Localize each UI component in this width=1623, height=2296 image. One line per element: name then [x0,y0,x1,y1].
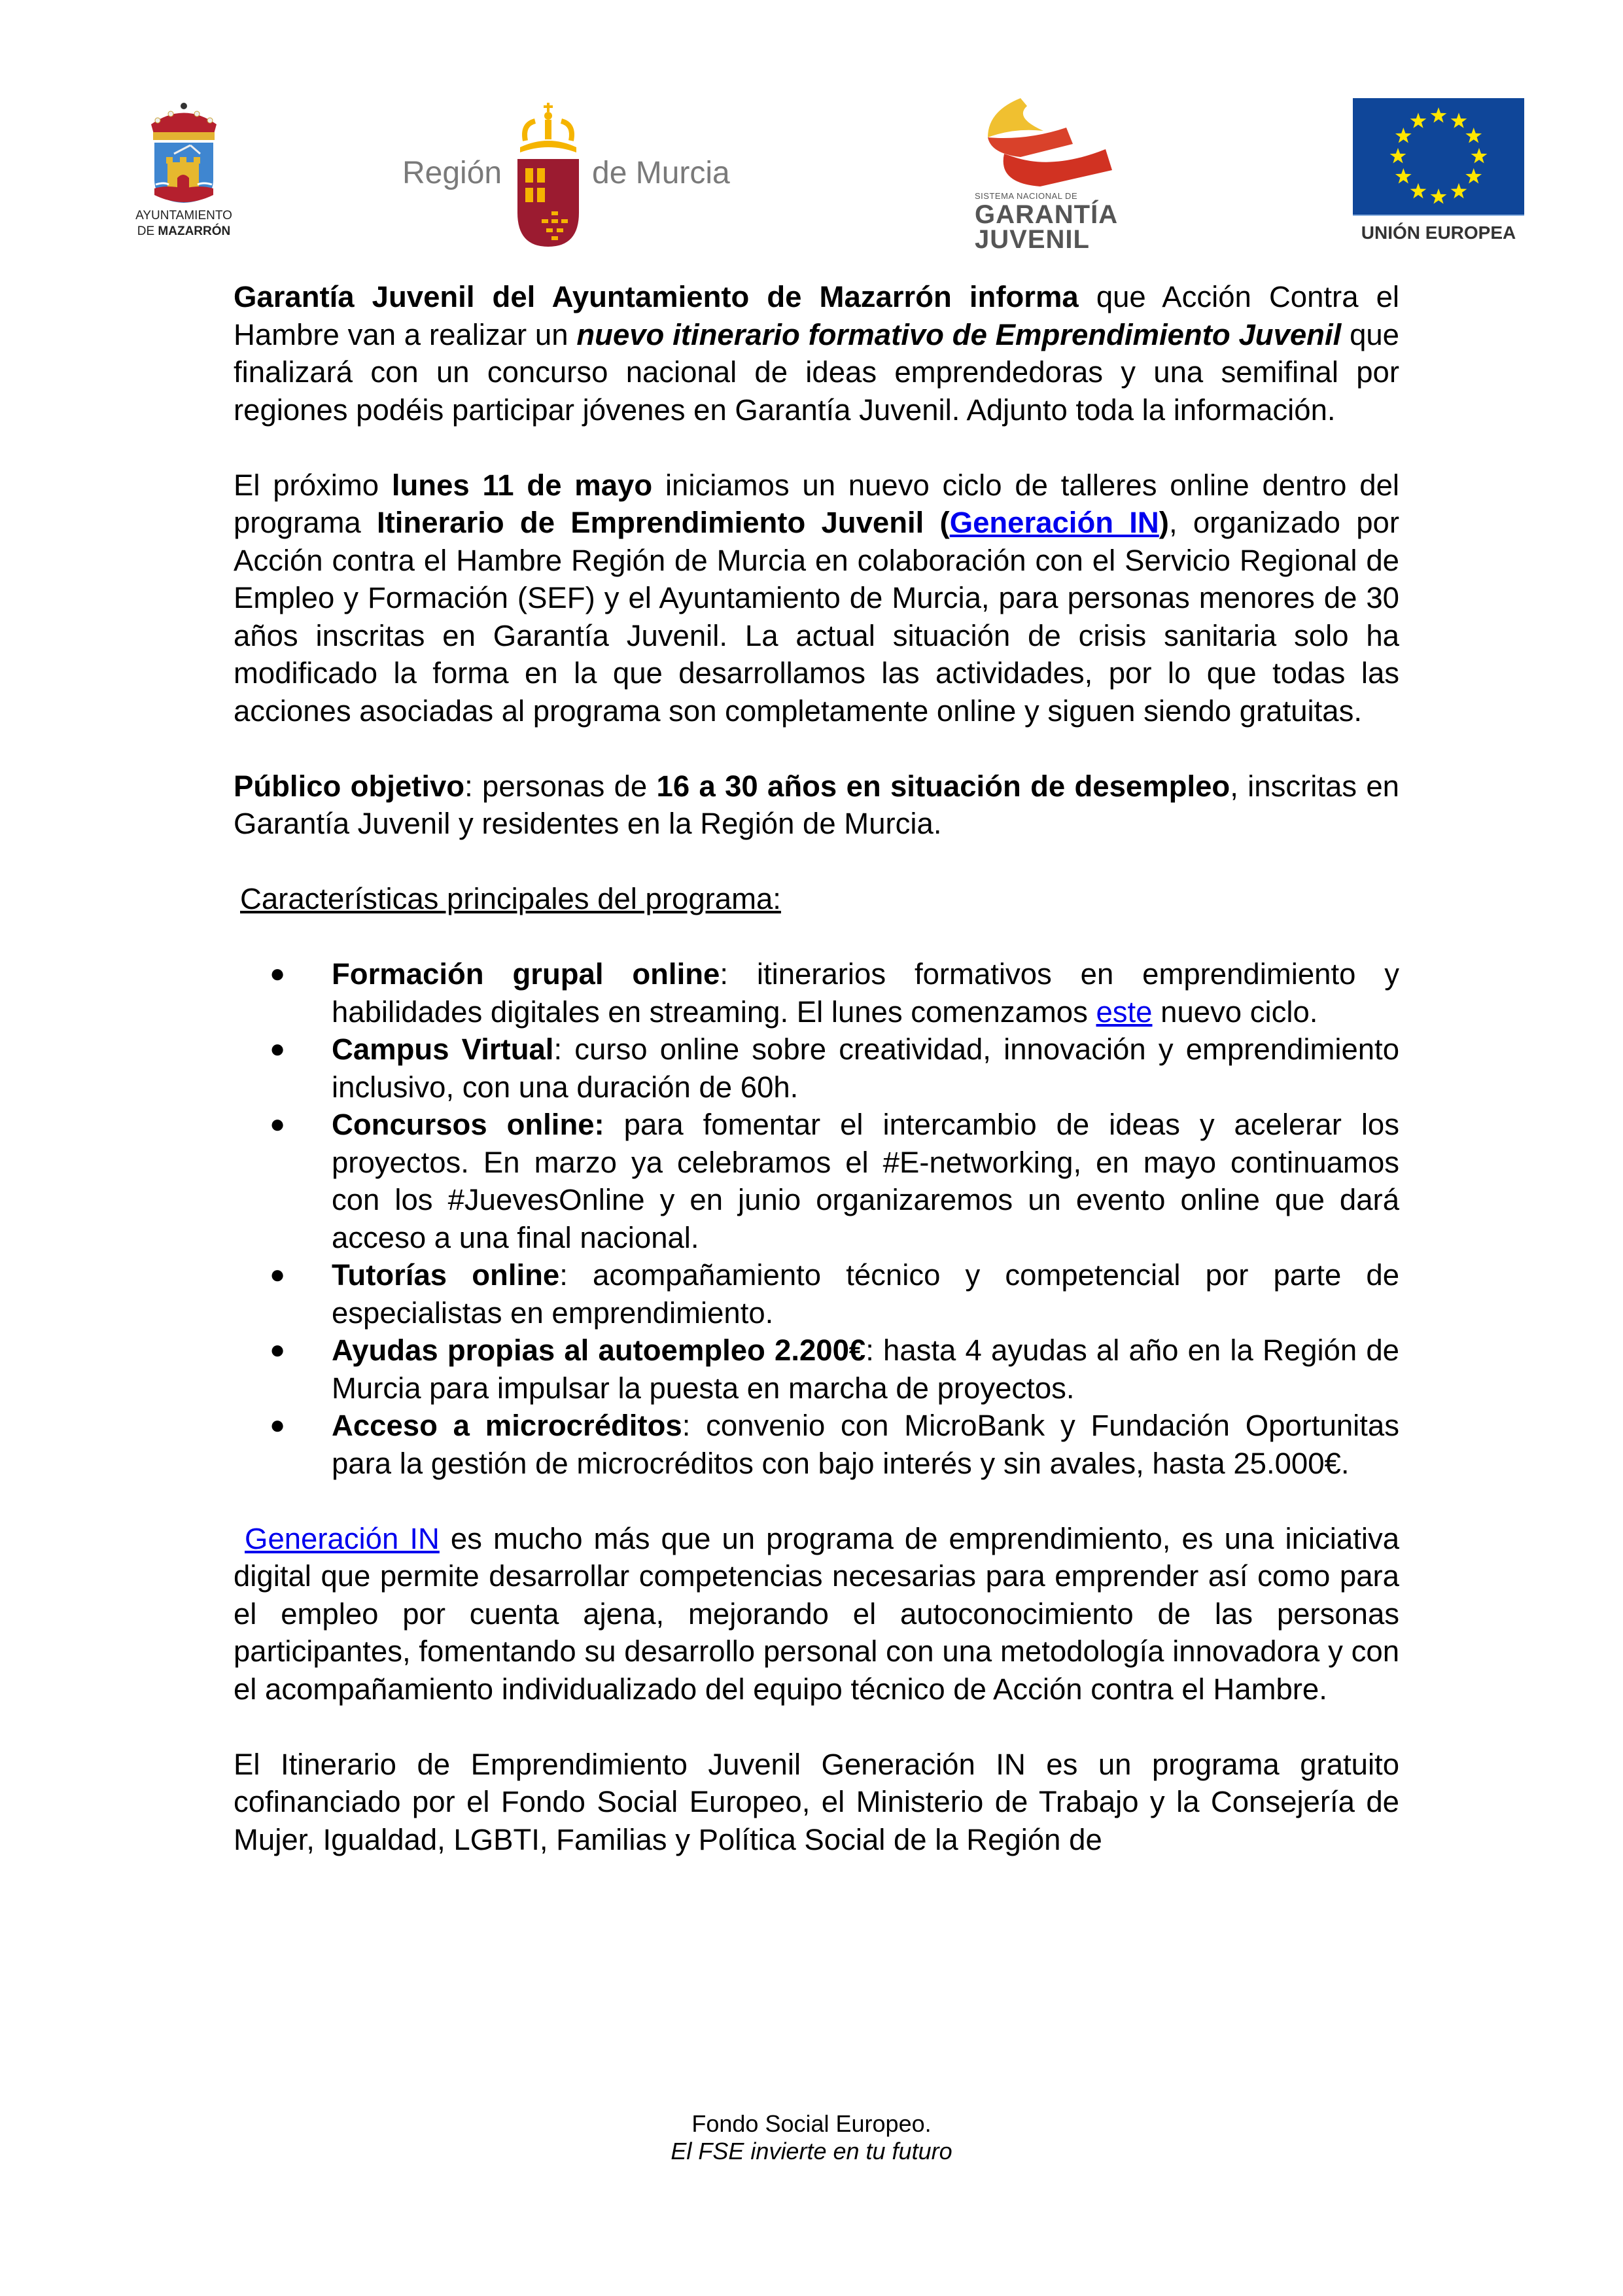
funding-paragraph [234,1746,1399,1859]
funding-text: El Itinerario de Emprendimiento Juvenil Generación IN es un programa gratuito cofinanciado por el Fondo Social Europeo, el Ministerio de Trabajo y la Consejería de Mujer, Igualdad, LGBTI, Familias y Política Social de la Región de [234,1747,1399,1856]
bullet-icon: ● [270,1034,286,1063]
feature-text: : acompañamiento técnico y competencial por parte de especialistas en emprendimiento. [332,1258,1399,1330]
mazarron-coat-of-arms-icon [128,98,239,203]
mazarron-line1: AYUNTAMIENTO [135,209,232,222]
feature-text: : itinerarios formativos en emprendimiento y habilidades digitales en streaming. El lunes comenzamos [332,957,1400,1029]
eu-star-icon [1465,168,1482,184]
document-body [234,278,1399,1858]
feature-title: Campus Virtual [332,1033,554,1066]
eu-star-icon [1451,113,1467,128]
feature-text: para fomentar el intercambio de ideas y acelerar los proyectos. En marzo ya celebramos el #E-networking, en mayo continuamos con los #JuevesOnline y en junio organizaremos un evento online que dará acceso a una final nacional. [332,1108,1399,1254]
generation-paragraph [234,1520,1399,1708]
feature-title: Ayudas propias al autoempleo 2.200€ [332,1333,866,1367]
generacion-in-link[interactable]: Generación IN [949,506,1159,539]
target-paragraph [234,768,1399,843]
announcement-date: lunes 11 de mayo [391,468,653,502]
target-age-range: 16 a 30 años en situación de desempleo [656,769,1230,803]
garantia-juvenil-ribbon-icon [975,92,1125,190]
garantia-line2: JUVENIL [975,225,1090,254]
eu-stars-icon [1353,98,1524,215]
footer-slogan: El FSE invierte en tu futuro [671,2138,952,2164]
garantia-line1: GARANTÍA [975,200,1119,229]
eu-star-icon [1395,168,1412,184]
target-text: : personas de [464,769,657,803]
eu-star-icon [1451,183,1467,199]
garantia-juvenil-logo [975,92,1125,252]
garantia-small-text: SISTEMA NACIONAL DE [975,191,1078,201]
eu-star-icon [1410,183,1427,199]
footer-line1: Fondo Social Europeo. [691,2110,932,2137]
features-list [234,955,1399,1482]
intro-paragraph [234,278,1399,429]
announcement-text: , organizado por Acción contra el Hambre Región de Murcia en colaboración con el Servicio Regional de Empleo y Formación (SEF) y el Ayuntamiento de Murcia, para personas menores de 30 años inscritas en Garantía Juvenil. La actual situación de crisis sanitaria solo ha modificado la forma en la que desarrollamos las actividades, por lo que todas las acciones asociadas al programa son completamente online y siguen siendo gratuitas. [234,506,1399,728]
region-de-murcia-logo [402,101,742,249]
mazarron-prefix: DE [137,224,158,238]
bullet-icon: ● [270,1260,286,1289]
eu-star-icon [1390,148,1406,164]
features-heading: Características principales del programa: [240,882,781,915]
feature-text: nuevo ciclo. [1152,995,1318,1029]
feature-item [234,1106,1399,1256]
program-name-close: ) [1159,506,1169,539]
bullet-icon: ● [270,1110,286,1139]
union-europea-logo [1348,98,1524,245]
ayuntamiento-mazarron-logo [128,98,239,245]
page-footer [0,2110,1623,2165]
feature-item [234,1256,1399,1332]
eu-star-icon [1431,107,1447,123]
feature-item [234,1031,1399,1106]
murcia-left-word: Región [402,156,502,190]
announcement-text: iniciamos un nuevo ciclo de talleres online dentro del programa [234,468,1399,539]
murcia-right-word: de Murcia [592,156,730,190]
announcement-paragraph [234,467,1399,730]
features-heading-paragraph [234,880,1399,918]
generation-text: es mucho más que un programa de emprendimiento, es una iniciativa digital que permite desarrollar competencias necesarias para emprender así como para el empleo por cuenta ajena, mejorando el autoconocimiento de las personas participantes, fomentando su desarrollo personal con una metodología innovadora y con el acompañamiento individualizado del equipo técnico de Acción contra el Hambre. [234,1521,1400,1706]
feature-text: : curso online sobre creatividad, innovación y emprendimiento inclusivo, con una duración de 60h. [332,1033,1400,1104]
este-link[interactable]: este [1096,995,1153,1029]
eu-star-icon [1410,113,1427,128]
feature-item [234,1407,1399,1482]
feature-title: Acceso a microcréditos [332,1409,682,1442]
eu-star-icon [1431,188,1447,204]
feature-item [234,1332,1399,1407]
feature-item [234,955,1399,1031]
feature-text: : convenio con MicroBank y Fundación Oportunitas para la gestión de microcréditos con bajo interés y sin avales, hasta 25.000€. [332,1409,1399,1480]
feature-text: : hasta 4 ayudas al año en la Región de Murcia para impulsar la puesta en marcha de proyectos. [332,1333,1399,1405]
eu-label: UNIÓN EUROPEA [1361,222,1516,243]
eu-flag-icon [1353,98,1524,216]
feature-title: Tutorías online [332,1258,560,1292]
intro-bold-italic: nuevo itinerario formativo de Emprendimiento Juvenil [576,317,1342,351]
eu-star-icon [1395,128,1412,143]
bullet-icon: ● [270,1335,286,1364]
intro-text1: que Acción Contra el Hambre van a realizar un [234,280,1399,351]
target-label: Público objetivo [234,769,465,803]
eu-star-icon [1471,148,1488,164]
mazarron-name: MAZARRÓN [158,224,231,238]
announcement-text: El próximo [234,468,392,502]
intro-bold-lead: Garantía Juvenil del Ayuntamiento de Mazarrón informa [234,280,1079,313]
feature-title: Concursos online: [332,1108,604,1141]
murcia-shield-icon [512,101,584,249]
intro-text2: que finalizará con un concurso nacional de ideas emprendedoras y una semifinal por regiones podéis participar jóvenes en Garantía Juvenil. Adjunto toda la información. [234,317,1399,427]
eu-star-icon [1465,128,1482,143]
mazarron-line2 [128,224,239,239]
generacion-in-link-2[interactable]: Generación IN [245,1521,440,1555]
feature-title: Formación grupal online [332,957,720,991]
target-text: , inscritas en Garantía Juvenil y residentes en la Región de Murcia. [234,769,1399,840]
bullet-icon: ● [270,1411,286,1439]
bullet-icon: ● [270,959,286,988]
program-name: Itinerario de Emprendimiento Juvenil ( [376,506,950,539]
